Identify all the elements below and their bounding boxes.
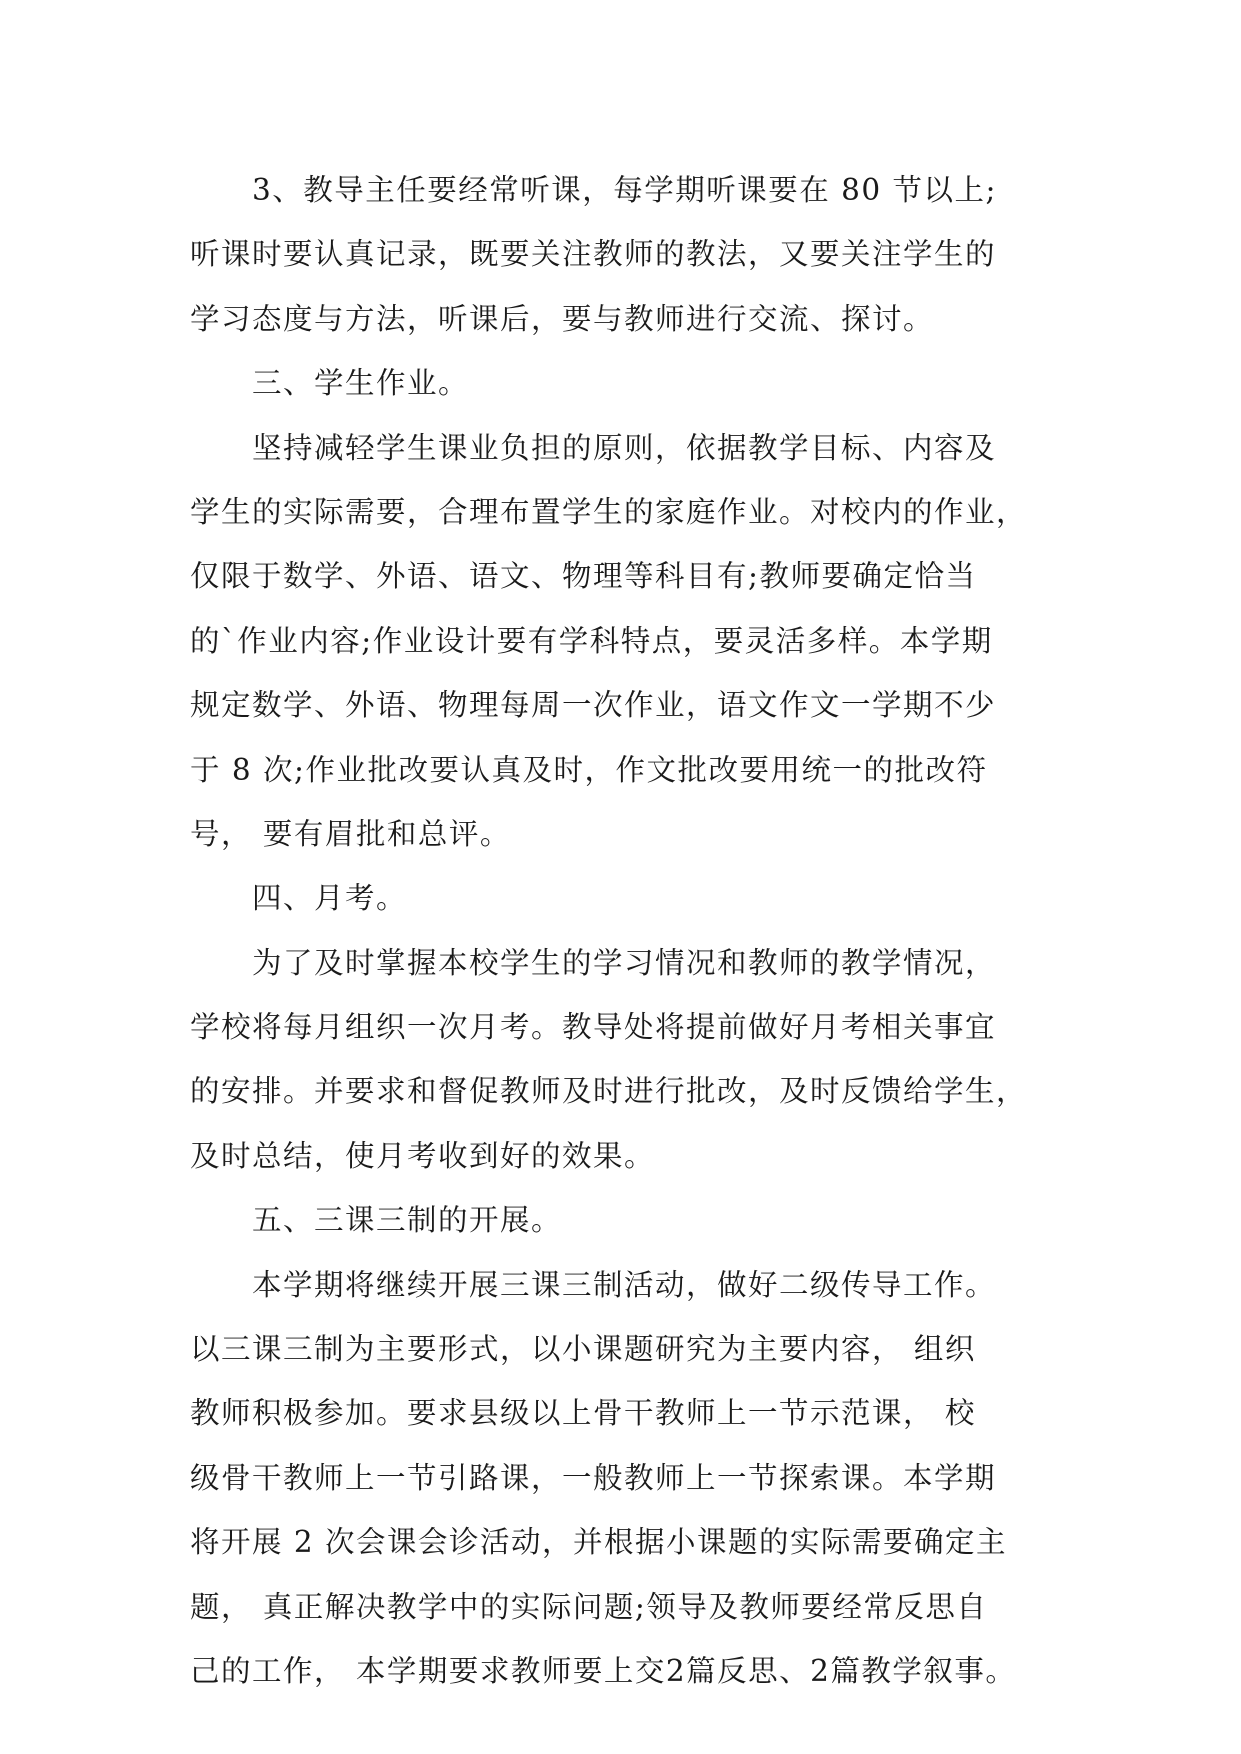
text-line: 以三课三制为主要形式，以小课题研究为主要内容， 组织 <box>190 1332 976 1367</box>
text-line: 规定数学、外语、物理每周一次作业，语文作文一学期不少 <box>190 688 997 723</box>
text-line: 听课时要认真记录，既要关注教师的教法，又要关注学生的 <box>190 237 997 272</box>
text-line: 于 8 次;作业批改要认真及时，作文批改要用统一的批改符 <box>190 752 988 787</box>
text-line: 及时总结，使月考收到好的效果。 <box>190 1138 656 1173</box>
text-line: 本学期将继续开展三课三制活动，做好二级传导工作。 <box>252 1267 997 1302</box>
text-line: 将开展 2 次会课会诊活动，并根据小课题的实际需要确定主 <box>190 1525 1008 1560</box>
section-heading: 四、月考。 <box>252 881 408 916</box>
text-line: 学校将每月组织一次月考。教导处将提前做好月考相关事宜 <box>190 1010 997 1045</box>
text-line: 题， 真正解决教学中的实际问题;领导及教师要经常反思自 <box>190 1589 988 1624</box>
text-line: 仅限于数学、外语、语文、物理等科目有;教师要确定恰当 <box>190 559 977 594</box>
text-line: 学习态度与方法，听课后，要与教师进行交流、探讨。 <box>190 301 935 336</box>
text-line: 教师积极参加。要求县级以上骨干教师上一节示范课， 校 <box>190 1396 976 1431</box>
text-line: 的安排。并要求和督促教师及时进行批改，及时反馈给学生， <box>190 1074 1028 1109</box>
text-line: 号， 要有眉批和总评。 <box>190 816 511 851</box>
text-line: 学生的实际需要，合理布置学生的家庭作业。对校内的作业， <box>190 494 1028 529</box>
document-body <box>190 158 1060 1703</box>
section-heading: 五、三课三制的开展。 <box>252 1203 563 1238</box>
text-line: 的`作业内容;作业设计要有学科特点，要灵活多样。本学期 <box>190 623 993 658</box>
section-heading: 三、学生作业。 <box>252 366 470 401</box>
text-line: 为了及时掌握本校学生的学习情况和教师的教学情况， <box>252 945 997 980</box>
text-line: 3、教导主任要经常听课，每学期听课要在 80 节以上; <box>252 173 998 207</box>
text-line: 己的工作， 本学期要求教师要上交2篇反思、2篇教学叙事。 <box>190 1653 1017 1688</box>
text-line: 级骨干教师上一节引路课，一般教师上一节探索课。本学期 <box>190 1460 997 1495</box>
text-line: 坚持减轻学生课业负担的原则，依据教学目标、内容及 <box>252 430 997 465</box>
